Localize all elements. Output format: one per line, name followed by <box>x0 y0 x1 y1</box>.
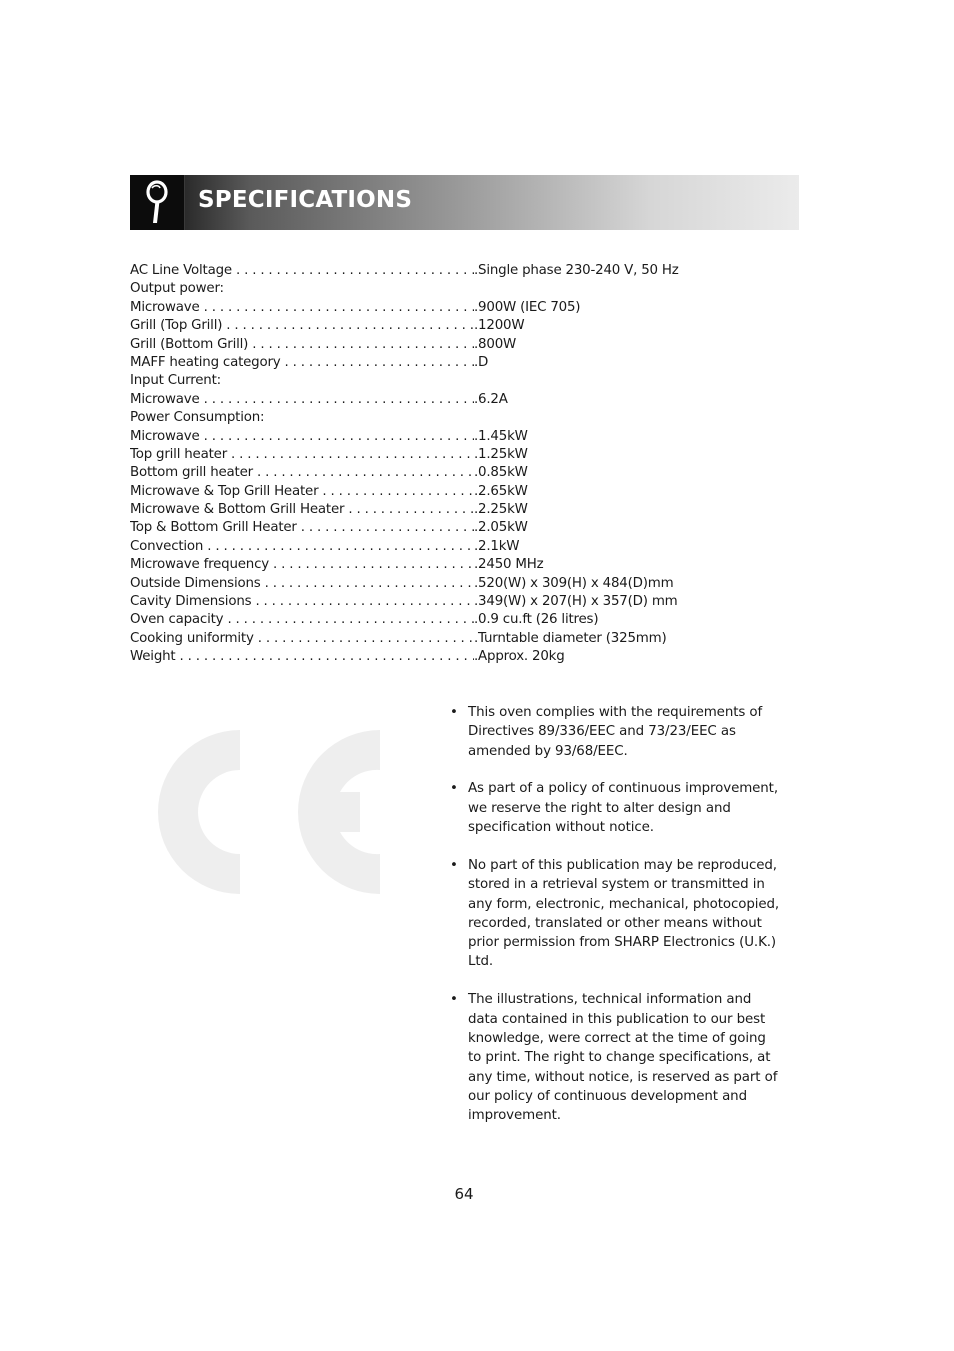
note-item <box>450 990 780 1125</box>
spec-value: .1.45kW <box>474 428 528 444</box>
spec-row <box>130 391 690 409</box>
spec-value: .Approx. 20kg <box>474 649 565 665</box>
page-number: 64 <box>454 1185 474 1203</box>
note-item <box>450 779 780 837</box>
note-text: No part of this publication may be reproduced, stored in a retrieval system or transmitted in any form, electronic, mechanical, photocopied, recorded, translated or other means without prior permission from SHARP Electronics (U.K.) Ltd. <box>468 857 780 970</box>
spec-heading-label: Output power: <box>130 281 224 297</box>
spec-row <box>130 464 690 482</box>
spec-row <box>130 336 690 354</box>
spec-value: .Single phase 230-240 V, 50 Hz <box>474 263 679 278</box>
header-icon-box <box>130 175 185 230</box>
note-text: As part of a policy of continuous improvement, we reserve the right to alter design and specification without notice. <box>468 781 778 836</box>
spec-row <box>130 501 690 519</box>
spec-label: AC Line Voltage . . . <box>130 262 474 280</box>
spec-label: Cooking uniformity . . . <box>130 630 474 648</box>
spec-label: Outside Dimensions . . . <box>130 575 474 593</box>
spec-value: .Turntable diameter (325mm) <box>474 630 667 646</box>
spec-value: .2.05kW <box>474 520 528 536</box>
spec-row <box>130 317 690 335</box>
spec-row <box>130 593 690 611</box>
spec-row <box>130 648 690 666</box>
page-title: SPECIFICATIONS <box>198 187 413 213</box>
bullet-icon: • <box>450 992 458 1008</box>
spec-value: .2450 MHz <box>474 557 544 573</box>
spec-label: Grill (Top Grill) . . . <box>130 317 474 335</box>
spec-value: .D <box>474 354 489 370</box>
spec-row <box>130 299 690 317</box>
spec-row <box>130 519 690 537</box>
spec-heading <box>130 409 690 427</box>
spec-label: MAFF heating category . . . <box>130 354 474 372</box>
spec-label: Microwave . . . <box>130 391 474 409</box>
spec-value: .900W (IEC 705) <box>474 299 581 315</box>
spec-heading-label: Power Consumption: <box>130 410 265 426</box>
spec-row <box>130 483 690 501</box>
spec-value: .2.65kW <box>474 483 528 499</box>
spec-label: Convection . . . <box>130 538 474 556</box>
spec-value: .6.2A <box>474 391 508 407</box>
spec-value: .0.85kW <box>474 465 528 481</box>
magnifying-glass-icon <box>143 179 171 227</box>
spec-heading <box>130 372 690 390</box>
bullet-icon: • <box>450 705 458 720</box>
spec-label: Microwave . . . <box>130 428 474 446</box>
note-item <box>450 703 780 761</box>
spec-row <box>130 611 690 629</box>
spec-row <box>130 446 690 464</box>
spec-label: Oven capacity . . . <box>130 611 474 629</box>
spec-label: Microwave frequency . . . <box>130 556 474 574</box>
spec-row <box>130 262 690 280</box>
spec-value: .2.1kW <box>474 538 520 554</box>
spec-label: Weight . . . <box>130 648 474 666</box>
note-text: This oven complies with the requirements of Directives 89/336/EEC and 73/23/EEC as amended by 93/68/EEC. <box>468 705 763 759</box>
spec-heading-label: Input Current: <box>130 373 221 389</box>
spec-row <box>130 354 690 372</box>
spec-label: Microwave . . . <box>130 299 474 317</box>
ce-mark-logo <box>148 728 388 898</box>
spec-row <box>130 630 690 648</box>
spec-label: Top & Bottom Grill Heater . . . <box>130 519 474 537</box>
spec-label: Microwave & Bottom Grill Heater . . . <box>130 501 474 519</box>
spec-value: .520(W) x 309(H) x 484(D)mm <box>474 575 674 591</box>
bullet-icon: • <box>450 781 458 797</box>
spec-list <box>130 262 690 667</box>
spec-label: Top grill heater . . . <box>130 446 474 464</box>
spec-row <box>130 556 690 574</box>
spec-value: .349(W) x 207(H) x 357(D) mm <box>474 594 678 610</box>
spec-label: Bottom grill heater . . . <box>130 464 474 482</box>
spec-row <box>130 575 690 593</box>
spec-label: Grill (Bottom Grill) . . . <box>130 336 474 354</box>
bullet-icon: • <box>450 857 458 873</box>
note-text: The illustrations, technical information and data contained in this publication to our best knowledge, were correct at the time of going to print. The right to change specifications, at any time, without notice, is reserved as part of our policy of continuous development and improvement. <box>468 992 778 1124</box>
spec-value: .800W <box>474 336 517 352</box>
note-item <box>450 856 780 972</box>
spec-label: Microwave & Top Grill Heater . . . <box>130 483 474 501</box>
spec-heading <box>130 280 690 298</box>
spec-value: .0.9 cu.ft (26 litres) <box>474 612 599 628</box>
spec-row <box>130 428 690 446</box>
spec-value: .1200W <box>474 318 525 334</box>
spec-label: Cavity Dimensions . . . <box>130 593 474 611</box>
spec-row <box>130 538 690 556</box>
spec-value: .2.25kW <box>474 502 528 518</box>
spec-value: .1.25kW <box>474 446 528 462</box>
notes-list <box>450 703 780 1144</box>
section-header <box>130 175 799 230</box>
